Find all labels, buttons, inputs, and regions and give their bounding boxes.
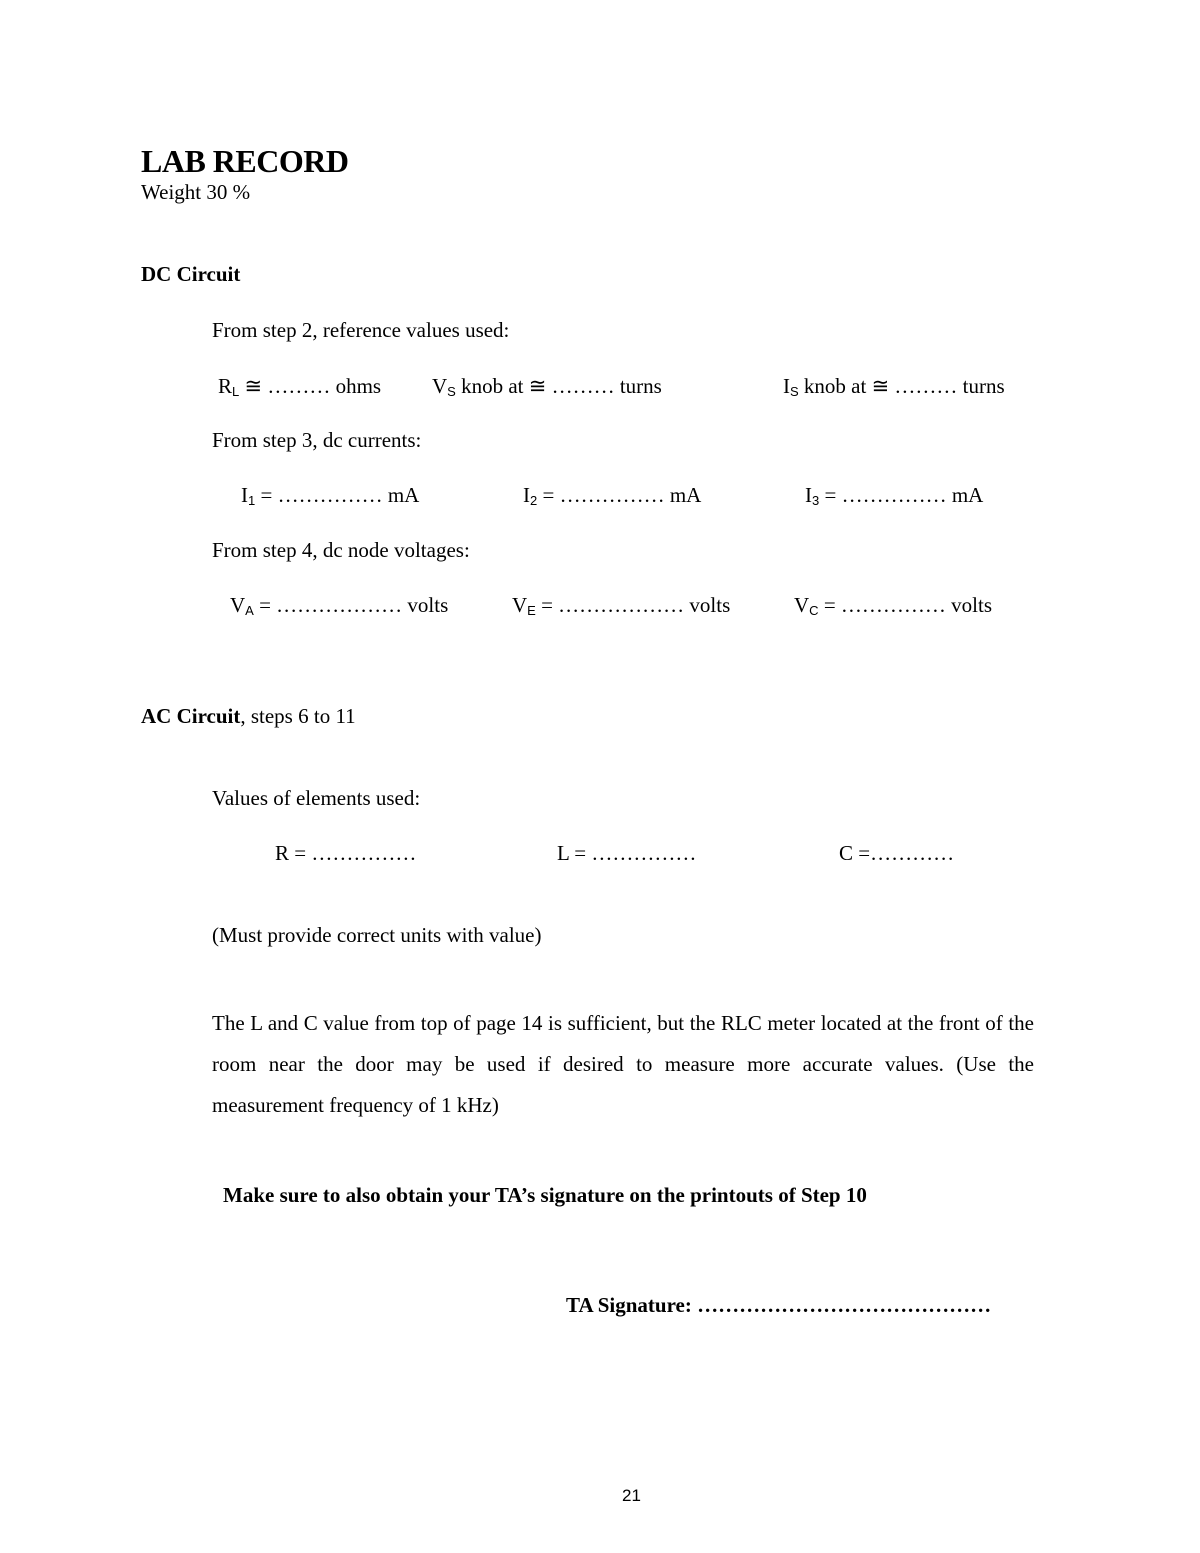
va-symbol: V — [230, 593, 246, 617]
i2-subscript: 2 — [530, 493, 538, 508]
signature-reminder: Make sure to also obtain your TA’s signature on the printouts of Step 10 — [223, 1183, 867, 1207]
vc-symbol: V — [794, 593, 810, 617]
rl-symbol: R — [218, 374, 233, 398]
vs-symbol: V — [432, 374, 448, 398]
rl-field — [218, 376, 381, 397]
is-symbol: I — [783, 374, 790, 398]
va-field — [230, 595, 448, 616]
ac-circuit-heading — [141, 706, 356, 727]
step3-intro: From step 3, dc currents: — [212, 428, 422, 452]
rl-subscript: L — [232, 384, 240, 399]
i2-blank: = …………… mA — [537, 483, 702, 507]
i2-symbol: I — [523, 483, 530, 507]
is-knob-field — [783, 376, 1005, 397]
vc-subscript: C — [809, 603, 819, 618]
l-field: L = …………… — [557, 841, 697, 865]
elements-intro: Values of elements used: — [212, 786, 421, 810]
page-number: 21 — [622, 1486, 641, 1505]
i1-symbol: I — [241, 483, 248, 507]
i1-blank: = …………… mA — [255, 483, 420, 507]
i1-subscript: 1 — [248, 493, 256, 508]
ve-subscript: E — [527, 603, 536, 618]
ac-circuit-heading-steps: , steps 6 to 11 — [240, 704, 356, 728]
vc-blank: = …………… volts — [818, 593, 992, 617]
page-title: LAB RECORD — [141, 143, 349, 179]
i1-field — [241, 485, 419, 506]
ta-signature-field: TA Signature: …………………………………… — [566, 1293, 992, 1317]
vs-knob-field — [432, 376, 662, 397]
step4-intro: From step 4, dc node voltages: — [212, 538, 470, 562]
i3-subscript: 3 — [812, 493, 820, 508]
va-subscript: A — [245, 603, 254, 618]
step2-intro: From step 2, reference values used: — [212, 318, 510, 342]
c-field: C =………… — [839, 841, 955, 865]
vs-subscript: S — [447, 384, 456, 399]
rl-blank: ≅ ……… ohms — [239, 374, 382, 398]
rlc-paragraph: The L and C value from top of page 14 is sufficient, but the RLC meter located at the front of the room near the door may be used if desired to measure more accurate values. (Use the measurement frequency of 1 kHz) — [212, 1011, 1034, 1117]
vc-field — [794, 595, 992, 616]
i3-blank: = …………… mA — [819, 483, 984, 507]
i3-symbol: I — [805, 483, 812, 507]
is-subscript: S — [790, 384, 799, 399]
ve-symbol: V — [512, 593, 528, 617]
is-blank: knob at ≅ ……… turns — [798, 374, 1005, 398]
weight-label: Weight 30 % — [141, 180, 251, 204]
va-blank: = ……………… volts — [253, 593, 449, 617]
ve-field — [512, 595, 730, 616]
ac-circuit-heading-bold: AC Circuit — [141, 704, 241, 728]
units-note: (Must provide correct units with value) — [212, 923, 542, 947]
ve-blank: = ……………… volts — [535, 593, 731, 617]
i2-field — [523, 485, 701, 506]
vs-blank: knob at ≅ ……… turns — [455, 374, 662, 398]
i3-field — [805, 485, 983, 506]
dc-circuit-heading: DC Circuit — [141, 262, 241, 286]
r-field: R = …………… — [275, 841, 417, 865]
